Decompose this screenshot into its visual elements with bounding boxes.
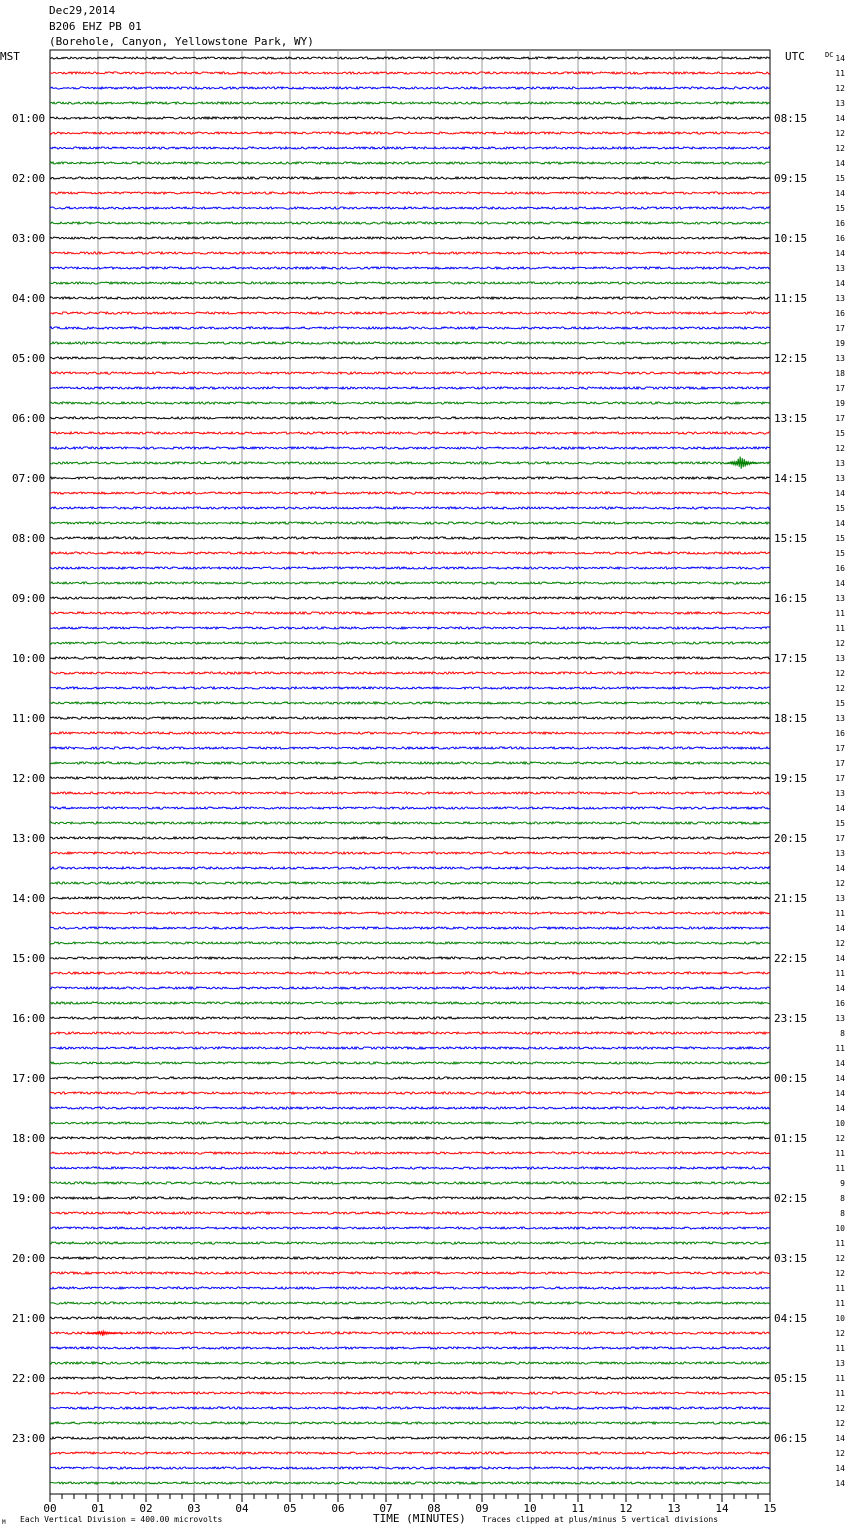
- right-hour-label: 06:15: [774, 1432, 808, 1445]
- dc-value: 11: [835, 1149, 845, 1158]
- station-code: B206 EHZ PB 01: [49, 20, 142, 33]
- x-tick-label: 15: [763, 1502, 777, 1515]
- events: [89, 457, 761, 1336]
- trace-65: [50, 1032, 770, 1034]
- trace-32: [50, 537, 770, 539]
- trace-86: [50, 1347, 770, 1349]
- x-tick-label: 14: [715, 1502, 729, 1515]
- x-tick-label: 05: [283, 1502, 297, 1515]
- trace-52: [50, 837, 770, 839]
- trace-92: [50, 1437, 770, 1439]
- trace-95: [50, 1482, 770, 1484]
- footer-clip-note: Traces clipped at plus/minus 5 vertical divisions: [482, 1515, 719, 1524]
- dc-value: 19: [835, 399, 845, 408]
- right-hour-label: 10:15: [774, 232, 808, 245]
- trace-11: [50, 222, 770, 224]
- dc-value: 12: [835, 639, 845, 648]
- trace-85: [50, 1332, 770, 1334]
- dc-value: 10: [835, 1314, 845, 1323]
- dc-value: 14: [835, 1104, 845, 1113]
- left-hour-label: 03:00: [12, 232, 46, 245]
- left-hour-label: 01:00: [12, 112, 46, 125]
- dc-value: 13: [835, 264, 845, 273]
- trace-15: [50, 282, 770, 284]
- station-location: (Borehole, Canyon, Yellowstone Park, WY): [49, 35, 314, 48]
- trace-9: [50, 192, 770, 194]
- x-tick-label: 12: [619, 1502, 633, 1515]
- dc-value: 12: [835, 1449, 845, 1458]
- trace-80: [50, 1257, 770, 1259]
- dc-value: 14: [835, 924, 845, 933]
- dc-value: 16: [835, 309, 845, 318]
- dc-value: 11: [835, 1344, 845, 1353]
- dc-value: 15: [835, 699, 845, 708]
- trace-34: [50, 567, 770, 569]
- trace-69: [50, 1092, 770, 1094]
- right-hour-label: 18:15: [774, 712, 808, 725]
- trace-67: [50, 1062, 770, 1064]
- right-hour-label: 09:15: [774, 172, 808, 185]
- trace-68: [50, 1077, 770, 1079]
- right-hour-label: 11:15: [774, 292, 808, 305]
- event-0: [727, 457, 761, 469]
- dc-value: 10: [835, 1119, 845, 1128]
- dc-value: 14: [835, 804, 845, 813]
- dc-value: 17: [835, 414, 845, 423]
- dc-value: 14: [835, 984, 845, 993]
- dc-value: 13: [835, 849, 845, 858]
- dc-value: 13: [835, 294, 845, 303]
- right-hour-label: 15:15: [774, 532, 808, 545]
- trace-20: [50, 357, 770, 359]
- trace-84: [50, 1317, 770, 1319]
- left-hour-label: 10:00: [12, 652, 46, 665]
- trace-33: [50, 552, 770, 554]
- trace-25: [50, 432, 770, 434]
- dc-value: 16: [835, 729, 845, 738]
- trace-23: [50, 402, 770, 404]
- trace-13: [50, 252, 770, 254]
- right-hour-label: 16:15: [774, 592, 808, 605]
- trace-26: [50, 447, 770, 449]
- dc-value: 11: [835, 69, 845, 78]
- right-hour-label: 20:15: [774, 832, 808, 845]
- x-tick-label: 11: [571, 1502, 585, 1515]
- trace-19: [50, 342, 770, 344]
- right-hour-label: 01:15: [774, 1132, 808, 1145]
- left-hour-label: 02:00: [12, 172, 46, 185]
- dc-value: 13: [835, 474, 845, 483]
- x-tick-label: 02: [139, 1502, 153, 1515]
- footer-mark: M: [2, 1519, 6, 1526]
- trace-81: [50, 1272, 770, 1274]
- dc-value: 14: [835, 864, 845, 873]
- trace-21: [50, 372, 770, 374]
- dc-value: 8: [840, 1029, 845, 1038]
- dc-value: 8: [840, 1194, 845, 1203]
- trace-89: [50, 1392, 770, 1394]
- left-hour-label: 08:00: [12, 532, 46, 545]
- trace-47: [50, 762, 770, 764]
- dc-value: 12: [835, 669, 845, 678]
- dc-value: 11: [835, 969, 845, 978]
- right-hour-label: 13:15: [774, 412, 808, 425]
- trace-0: [50, 57, 770, 59]
- left-timezone-label: MST: [0, 50, 20, 63]
- trace-10: [50, 207, 770, 209]
- dc-value: 15: [835, 549, 845, 558]
- trace-64: [50, 1017, 770, 1019]
- right-hour-label: 19:15: [774, 772, 808, 785]
- x-tick-label: 09: [475, 1502, 489, 1515]
- dc-value: 12: [835, 684, 845, 693]
- trace-37: [50, 612, 770, 614]
- trace-24: [50, 417, 770, 419]
- dc-value: 11: [835, 1239, 845, 1248]
- trace-73: [50, 1152, 770, 1154]
- trace-77: [50, 1212, 770, 1214]
- x-tick-label: 13: [667, 1502, 681, 1515]
- dc-value: 12: [835, 879, 845, 888]
- left-hour-label: 11:00: [12, 712, 46, 725]
- dc-value: 14: [835, 579, 845, 588]
- trace-71: [50, 1122, 770, 1124]
- dc-value: 11: [835, 909, 845, 918]
- trace-48: [50, 777, 770, 779]
- trace-43: [50, 702, 770, 704]
- trace-55: [50, 882, 770, 884]
- left-hour-label: 23:00: [12, 1432, 46, 1445]
- dc-value: 11: [835, 624, 845, 633]
- trace-45: [50, 732, 770, 734]
- dc-value: 11: [835, 1389, 845, 1398]
- trace-70: [50, 1107, 770, 1109]
- left-hour-label: 22:00: [12, 1372, 46, 1385]
- trace-29: [50, 492, 770, 494]
- left-hour-label: 14:00: [12, 892, 46, 905]
- dc-value: 14: [835, 519, 845, 528]
- right-hour-label: 23:15: [774, 1012, 808, 1025]
- trace-3: [50, 102, 770, 104]
- left-hour-labels: [12, 112, 45, 1445]
- left-hour-label: 21:00: [12, 1312, 46, 1325]
- trace-62: [50, 987, 770, 989]
- x-tick-label: 07: [379, 1502, 393, 1515]
- left-hour-label: 15:00: [12, 952, 46, 965]
- dc-value: 15: [835, 504, 845, 513]
- left-hour-label: 12:00: [12, 772, 46, 785]
- trace-57: [50, 912, 770, 914]
- dc-value: 13: [835, 594, 845, 603]
- dc-value: 16: [835, 999, 845, 1008]
- dc-value: 14: [835, 189, 845, 198]
- dc-value: 14: [835, 1479, 845, 1488]
- dc-value: 12: [835, 1419, 845, 1428]
- dc-value: 16: [835, 234, 845, 243]
- trace-35: [50, 582, 770, 584]
- dc-value: 14: [835, 114, 845, 123]
- trace-7: [50, 162, 770, 164]
- trace-53: [50, 852, 770, 854]
- dc-value: 11: [835, 1164, 845, 1173]
- trace-1: [50, 72, 770, 74]
- trace-82: [50, 1287, 770, 1289]
- right-hour-label: 12:15: [774, 352, 808, 365]
- dc-value: 13: [835, 714, 845, 723]
- left-hour-label: 18:00: [12, 1132, 46, 1145]
- trace-76: [50, 1197, 770, 1199]
- right-hour-label: 05:15: [774, 1372, 808, 1385]
- trace-51: [50, 822, 770, 824]
- dc-value: 16: [835, 219, 845, 228]
- right-hour-label: 21:15: [774, 892, 808, 905]
- dc-value: 14: [835, 489, 845, 498]
- trace-41: [50, 672, 770, 674]
- dc-value: 13: [835, 459, 845, 468]
- trace-54: [50, 867, 770, 869]
- dc-value: 14: [835, 954, 845, 963]
- dc-values: [835, 54, 845, 1488]
- trace-42: [50, 687, 770, 689]
- trace-88: [50, 1377, 770, 1379]
- dc-value: 14: [835, 54, 845, 63]
- dc-corner-label: DC: [825, 51, 834, 59]
- dc-value: 18: [835, 369, 845, 378]
- dc-value: 11: [835, 1284, 845, 1293]
- dc-value: 14: [835, 1074, 845, 1083]
- dc-value: 9: [840, 1179, 845, 1188]
- dc-value: 14: [835, 279, 845, 288]
- footer-scale-note: Each Vertical Division = 400.00 microvolts: [20, 1515, 223, 1524]
- trace-17: [50, 312, 770, 314]
- dc-value: 11: [835, 609, 845, 618]
- trace-14: [50, 267, 770, 269]
- dc-value: 14: [835, 249, 845, 258]
- dc-value: 17: [835, 744, 845, 753]
- dc-value: 14: [835, 1089, 845, 1098]
- trace-5: [50, 132, 770, 134]
- dc-value: 14: [835, 1464, 845, 1473]
- trace-46: [50, 747, 770, 749]
- trace-49: [50, 792, 770, 794]
- x-tick-label: 06: [331, 1502, 345, 1515]
- left-hour-label: 04:00: [12, 292, 46, 305]
- trace-79: [50, 1242, 770, 1244]
- x-tick-label: 03: [187, 1502, 201, 1515]
- left-hour-label: 07:00: [12, 472, 46, 485]
- trace-8: [50, 177, 770, 179]
- dc-value: 13: [835, 654, 845, 663]
- trace-63: [50, 1002, 770, 1004]
- dc-value: 12: [835, 1269, 845, 1278]
- dc-value: 19: [835, 339, 845, 348]
- right-hour-label: 04:15: [774, 1312, 808, 1325]
- trace-27: [50, 462, 770, 464]
- trace-36: [50, 597, 770, 599]
- dc-value: 12: [835, 1329, 845, 1338]
- dc-value: 14: [835, 1059, 845, 1068]
- trace-90: [50, 1407, 770, 1409]
- left-hour-label: 09:00: [12, 592, 46, 605]
- dc-value: 11: [835, 1044, 845, 1053]
- right-hour-label: 22:15: [774, 952, 808, 965]
- plot-date: Dec29,2014: [49, 4, 116, 17]
- trace-50: [50, 807, 770, 809]
- trace-75: [50, 1182, 770, 1184]
- trace-12: [50, 237, 770, 239]
- dc-value: 12: [835, 129, 845, 138]
- right-hour-labels: [774, 112, 807, 1445]
- trace-91: [50, 1422, 770, 1424]
- trace-78: [50, 1227, 770, 1229]
- x-tick-label: 04: [235, 1502, 249, 1515]
- x-axis-title: TIME (MINUTES): [373, 1512, 466, 1525]
- dc-value: 15: [835, 534, 845, 543]
- plot-frame: [50, 50, 770, 1494]
- left-hour-label: 17:00: [12, 1072, 46, 1085]
- dc-value: 11: [835, 1299, 845, 1308]
- dc-value: 8: [840, 1209, 845, 1218]
- trace-74: [50, 1167, 770, 1169]
- dc-value: 12: [835, 1254, 845, 1263]
- trace-2: [50, 87, 770, 89]
- left-hour-label: 06:00: [12, 412, 46, 425]
- right-timezone-label: UTC: [785, 50, 805, 63]
- trace-31: [50, 522, 770, 524]
- dc-value: 17: [835, 759, 845, 768]
- dc-value: 15: [835, 174, 845, 183]
- left-hour-label: 16:00: [12, 1012, 46, 1025]
- right-hour-label: 02:15: [774, 1192, 808, 1205]
- dc-value: 15: [835, 204, 845, 213]
- trace-44: [50, 717, 770, 719]
- x-tick-label: 01: [91, 1502, 105, 1515]
- dc-value: 12: [835, 1404, 845, 1413]
- trace-4: [50, 117, 770, 119]
- trace-66: [50, 1047, 770, 1049]
- dc-value: 11: [835, 1374, 845, 1383]
- trace-87: [50, 1362, 770, 1364]
- right-hour-label: 03:15: [774, 1252, 808, 1265]
- trace-83: [50, 1302, 770, 1304]
- trace-16: [50, 297, 770, 299]
- trace-56: [50, 897, 770, 899]
- trace-38: [50, 627, 770, 629]
- trace-6: [50, 147, 770, 149]
- dc-value: 17: [835, 834, 845, 843]
- dc-value: 15: [835, 819, 845, 828]
- trace-60: [50, 957, 770, 959]
- x-tick-label: 08: [427, 1502, 441, 1515]
- dc-value: 15: [835, 429, 845, 438]
- dc-value: 13: [835, 99, 845, 108]
- dc-value: 13: [835, 894, 845, 903]
- left-hour-label: 05:00: [12, 352, 46, 365]
- dc-value: 14: [835, 1434, 845, 1443]
- dc-value: 13: [835, 1359, 845, 1368]
- dc-value: 12: [835, 84, 845, 93]
- traces: [50, 57, 770, 1484]
- trace-94: [50, 1467, 770, 1469]
- trace-22: [50, 387, 770, 389]
- right-hour-label: 14:15: [774, 472, 808, 485]
- trace-18: [50, 327, 770, 329]
- dc-value: 13: [835, 1014, 845, 1023]
- dc-value: 13: [835, 789, 845, 798]
- left-hour-label: 20:00: [12, 1252, 46, 1265]
- dc-value: 12: [835, 939, 845, 948]
- left-hour-label: 19:00: [12, 1192, 46, 1205]
- trace-93: [50, 1452, 770, 1454]
- minute-gridlines: [98, 50, 722, 1494]
- dc-value: 16: [835, 564, 845, 573]
- trace-39: [50, 642, 770, 644]
- dc-value: 17: [835, 384, 845, 393]
- right-hour-label: 17:15: [774, 652, 808, 665]
- trace-58: [50, 927, 770, 929]
- dc-value: 12: [835, 144, 845, 153]
- trace-72: [50, 1137, 770, 1139]
- right-hour-label: 00:15: [774, 1072, 808, 1085]
- dc-value: 17: [835, 774, 845, 783]
- trace-59: [50, 942, 770, 944]
- trace-30: [50, 507, 770, 509]
- trace-40: [50, 657, 770, 659]
- dc-value: 13: [835, 354, 845, 363]
- dc-value: 17: [835, 324, 845, 333]
- trace-61: [50, 972, 770, 974]
- left-hour-label: 13:00: [12, 832, 46, 845]
- dc-value: 12: [835, 1134, 845, 1143]
- dc-value: 10: [835, 1224, 845, 1233]
- x-tick-label: 10: [523, 1502, 537, 1515]
- trace-28: [50, 477, 770, 479]
- dc-value: 14: [835, 159, 845, 168]
- right-hour-label: 08:15: [774, 112, 808, 125]
- dc-value: 12: [835, 444, 845, 453]
- x-tick-label: 00: [43, 1502, 57, 1515]
